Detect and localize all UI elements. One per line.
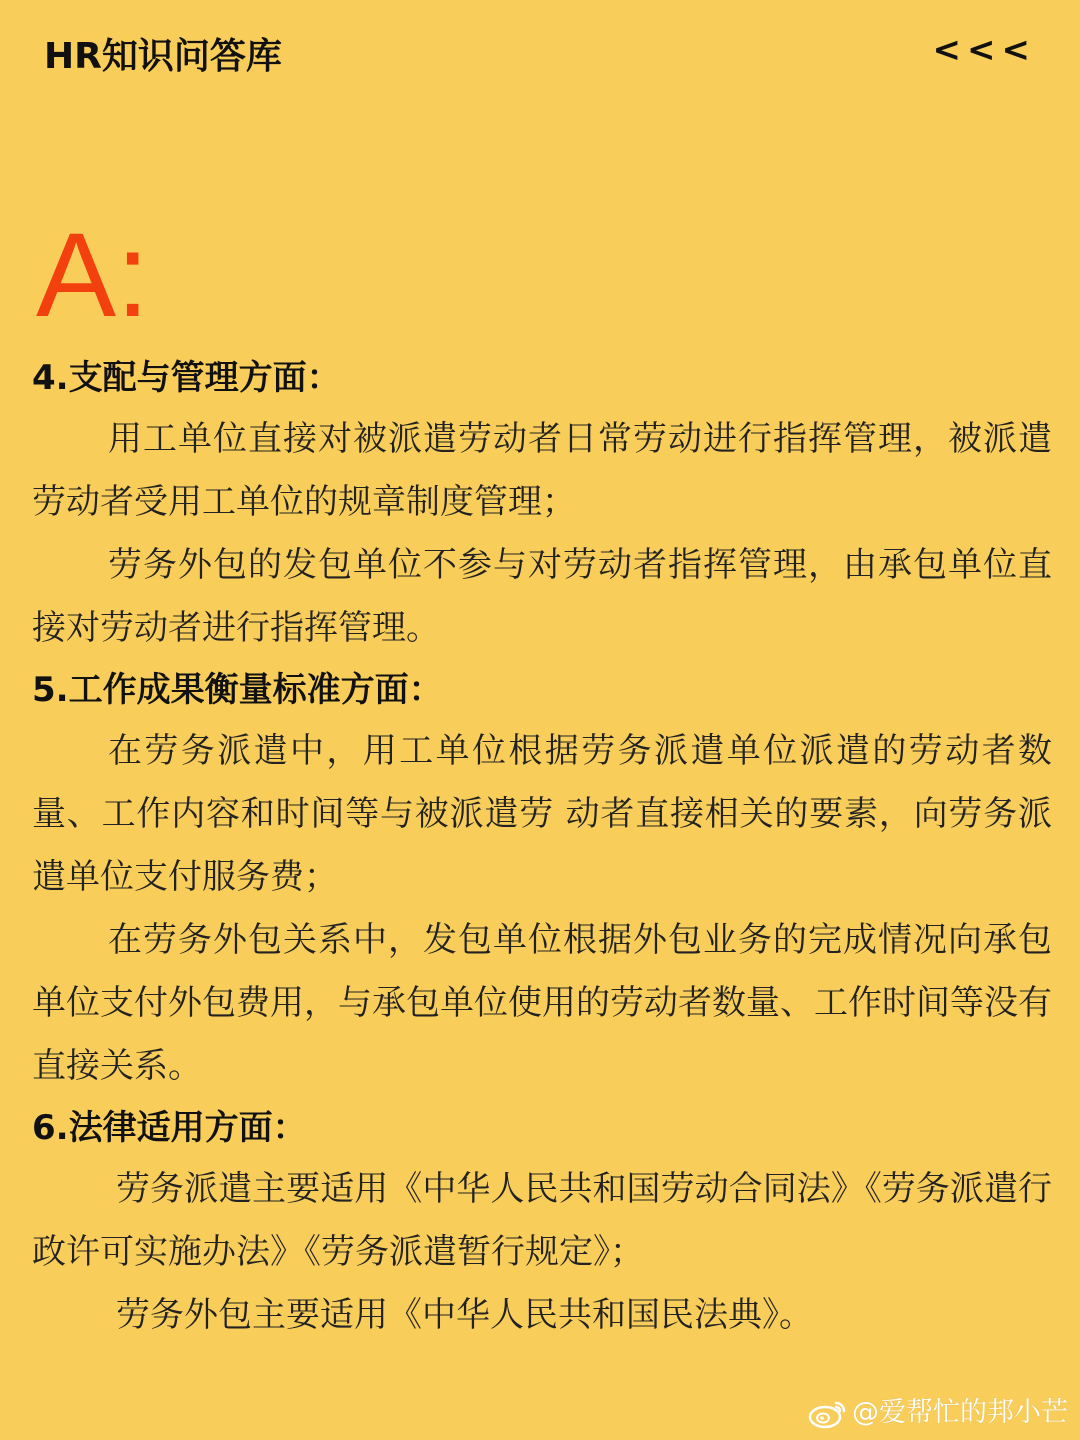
back-arrows-icon[interactable]: <<<: [932, 30, 1036, 70]
section-paragraph: 劳务外包的发包单位不参与对劳动者指挥管理，由承包单位直接对劳动者进行指挥管理。: [32, 545, 1052, 648]
section-law-application: [32, 1098, 1052, 1347]
watermark: [808, 1396, 1068, 1430]
section-paragraph: 在劳务派遣中，用工单位根据劳务派遣单位派遣的劳动者数量、工作内容和时间等与被派遣劳 动者直接相关的要素，向劳务派遣单位支付服务费；: [32, 731, 1052, 897]
section-paragraph: 在劳务外包关系中，发包单位根据外包业务的完成情况向承包单位支付外包费用，与承包单位使用的劳动者数量、工作时间等没有直接关系。: [32, 920, 1052, 1086]
weibo-icon: [808, 1397, 848, 1429]
section-control-management: [32, 348, 1052, 660]
answer-mark: A:: [36, 208, 150, 342]
answer-content: [32, 348, 1052, 1347]
page-title: HR知识问答库: [44, 36, 282, 77]
section-paragraph: 劳务派遣主要适用《中华人民共和国劳动合同法》《劳务派遣行政许可实施办法》《劳务派遣暂行规定》；: [32, 1169, 1052, 1272]
section-paragraph: 劳务外包主要适用《中华人民共和国民法典》。: [116, 1295, 813, 1335]
section-heading: 5.工作成果衡量标准方面：: [32, 670, 443, 710]
section-heading: 6.法律适用方面：: [32, 1108, 307, 1148]
watermark-text: @爱帮忙的邦小芒: [852, 1397, 1068, 1428]
section-heading: 4.支配与管理方面：: [32, 358, 341, 398]
section-work-result-standard: [32, 660, 1052, 1098]
section-paragraph: 用工单位直接对被派遣劳动者日常劳动进行指挥管理，被派遣劳动者受用工单位的规章制度管理；: [32, 419, 1052, 522]
